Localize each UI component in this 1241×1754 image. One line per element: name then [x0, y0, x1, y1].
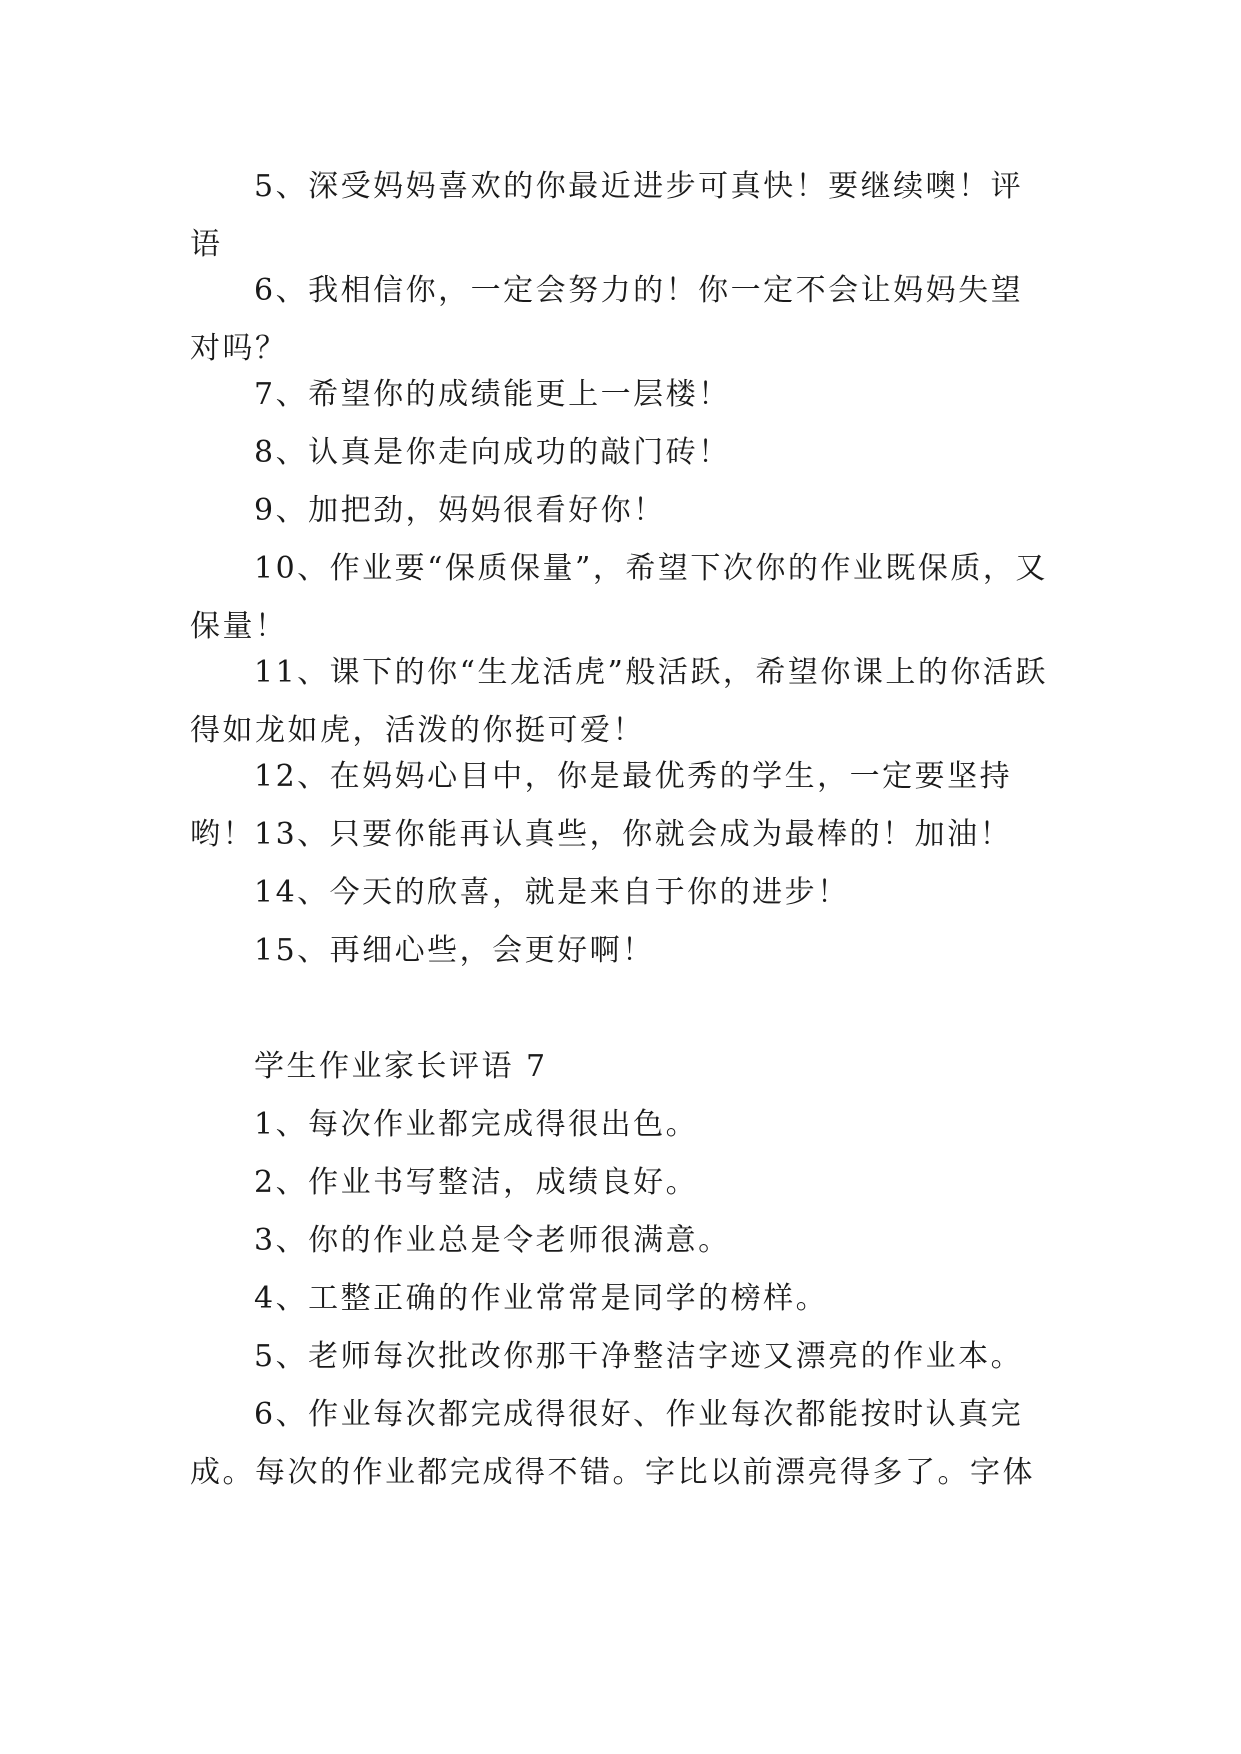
- list-item: 2、作业书写整洁，成绩良好。: [254, 1165, 699, 1200]
- list-item: 3、你的作业总是令老师很满意。: [254, 1223, 731, 1258]
- list-item: 4、工整正确的作业常常是同学的榜样。: [254, 1281, 829, 1316]
- section-heading: 学生作业家长评语 7: [254, 1049, 548, 1084]
- list-item: 6、我相信你，一定会努力的！你一定不会让妈妈失望对吗？: [190, 273, 1024, 366]
- list-item: 6、作业每次都完成得很好、作业每次都能按时认真完成。每次的作业都完成得不错。字比以前漂亮得多了。字体: [190, 1397, 1035, 1490]
- list-item: 5、老师每次批改你那干净整洁字迹又漂亮的作业本。: [254, 1339, 1024, 1374]
- list-item: 8、认真是你走向成功的敲门砖！: [254, 435, 731, 470]
- list-item: 12、在妈妈心目中，你是最优秀的学生，一定要坚持哟！: [190, 759, 1013, 852]
- list-item: 1、每次作业都完成得很出色。: [254, 1107, 699, 1142]
- list-item: 14、今天的欣喜，就是来自于你的进步！: [254, 875, 850, 910]
- list-item: 13、只要你能再认真些，你就会成为最棒的！加油！: [254, 817, 1013, 852]
- list-item: 10、作业要“保质保量”，希望下次你的作业既保质，又保量！: [190, 551, 1048, 644]
- list-item: 7、希望你的成绩能更上一层楼！: [254, 377, 731, 412]
- list-item: 9、加把劲，妈妈很看好你！: [254, 493, 666, 528]
- list-item: 11、课下的你“生龙活虎”般活跃，希望你课上的你活跃得如龙如虎，活泼的你挺可爱！: [190, 655, 1048, 748]
- list-item: 5、深受妈妈喜欢的你最近进步可真快！要继续噢！评语: [190, 169, 1024, 262]
- list-item: 15、再细心些，会更好啊！: [254, 933, 655, 968]
